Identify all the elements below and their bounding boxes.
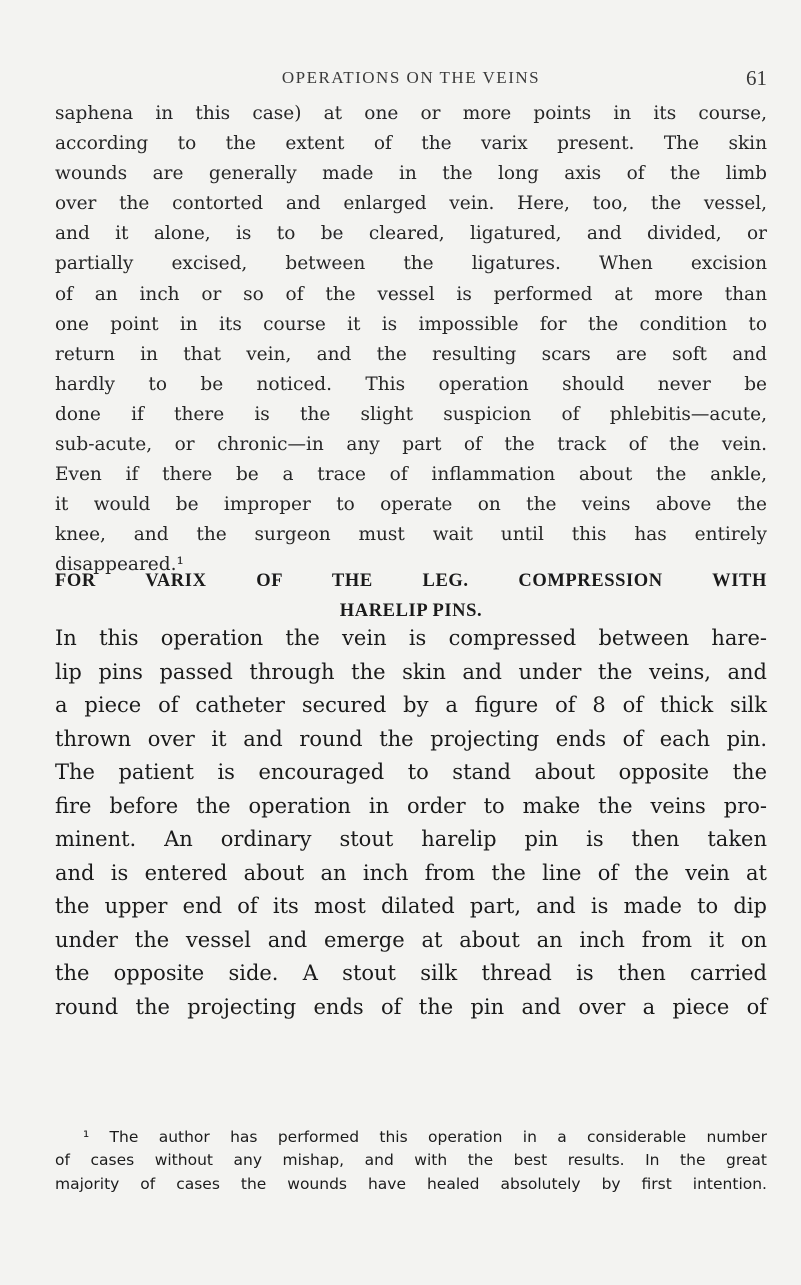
section-heading (55, 566, 767, 626)
text-line: and it alone, is to be cleared, ligatured, and divided, or (55, 223, 767, 245)
text-line: saphena in this case) at one or more points in its course, (55, 103, 767, 124)
text-line: In this operation the vein is compressed between hare- (55, 626, 767, 650)
text-line: according to the extent of the varix present. The skin (55, 133, 767, 155)
heading-line: FOR VARIX OF THE LEG. COMPRESSION WITH (55, 571, 767, 591)
text-line: return in that vein, and the resulting scars are soft and (55, 343, 767, 365)
text-line: knee, and the surgeon must wait until this has entirely (55, 524, 767, 546)
text-line: and is entered about an inch from the line of the vein at (55, 860, 767, 885)
footnote-line: of cases without any mishap, and with the best results. In the great (55, 1151, 767, 1170)
running-head (55, 60, 767, 96)
text-line: round the projecting ends of the pin and over a piece of (55, 994, 767, 1019)
text-line: fire before the operation in order to make the veins pro- (55, 793, 767, 818)
text-line-last: disappeared.¹ (55, 554, 184, 576)
text-line: thrown over it and round the projecting ends of each pin. (55, 726, 767, 751)
text-line: one point in its course it is impossible for the condition to (55, 313, 767, 335)
page-number: 61 (746, 66, 767, 90)
text-line: over the contorted and enlarged vein. Here, too, the vessel, (55, 193, 767, 215)
footnote-line: ¹ The author has performed this operation in a considerable number (83, 1128, 767, 1146)
paragraph-continued (55, 99, 767, 581)
running-title: OPERATIONS ON THE VEINS (281, 68, 541, 87)
text-line: hardly to be noticed. This operation should never be (55, 373, 767, 395)
text-line: a piece of catheter secured by a figure of 8 of thick silk (55, 693, 767, 717)
footnote-line: majority of cases the wounds have healed absolutely by first intention. (55, 1174, 767, 1193)
text-line: The patient is encouraged to stand about opposite the (55, 760, 767, 784)
text-line: partially excised, between the ligatures. When excision (55, 253, 767, 275)
text-line: done if there is the slight suspicion of phlebitis—acute, (55, 403, 767, 425)
text-line: Even if there be a trace of inflammation about the ankle, (55, 464, 767, 486)
text-line: lip pins passed through the skin and under the veins, and (55, 659, 767, 684)
text-line: the upper end of its most dilated part, and is made to dip (55, 894, 767, 918)
heading-line: HARELIP PINS. (339, 601, 483, 621)
text-line: sub-acute, or chronic—in any part of the track of the vein. (55, 434, 767, 456)
text-line: minent. An ordinary stout harelip pin is then taken (55, 827, 767, 851)
text-line: under the vessel and emerge at about an inch from it on (55, 927, 767, 952)
text-line: it would be improper to operate on the veins above the (55, 494, 767, 516)
paragraph-compression (55, 622, 767, 1024)
text-line: the opposite side. A stout silk thread is then carried (55, 961, 767, 985)
text-line: of an inch or so of the vessel is performed at more than (55, 283, 767, 305)
text-line: wounds are generally made in the long axis of the limb (55, 163, 767, 185)
footnote (55, 1126, 767, 1196)
